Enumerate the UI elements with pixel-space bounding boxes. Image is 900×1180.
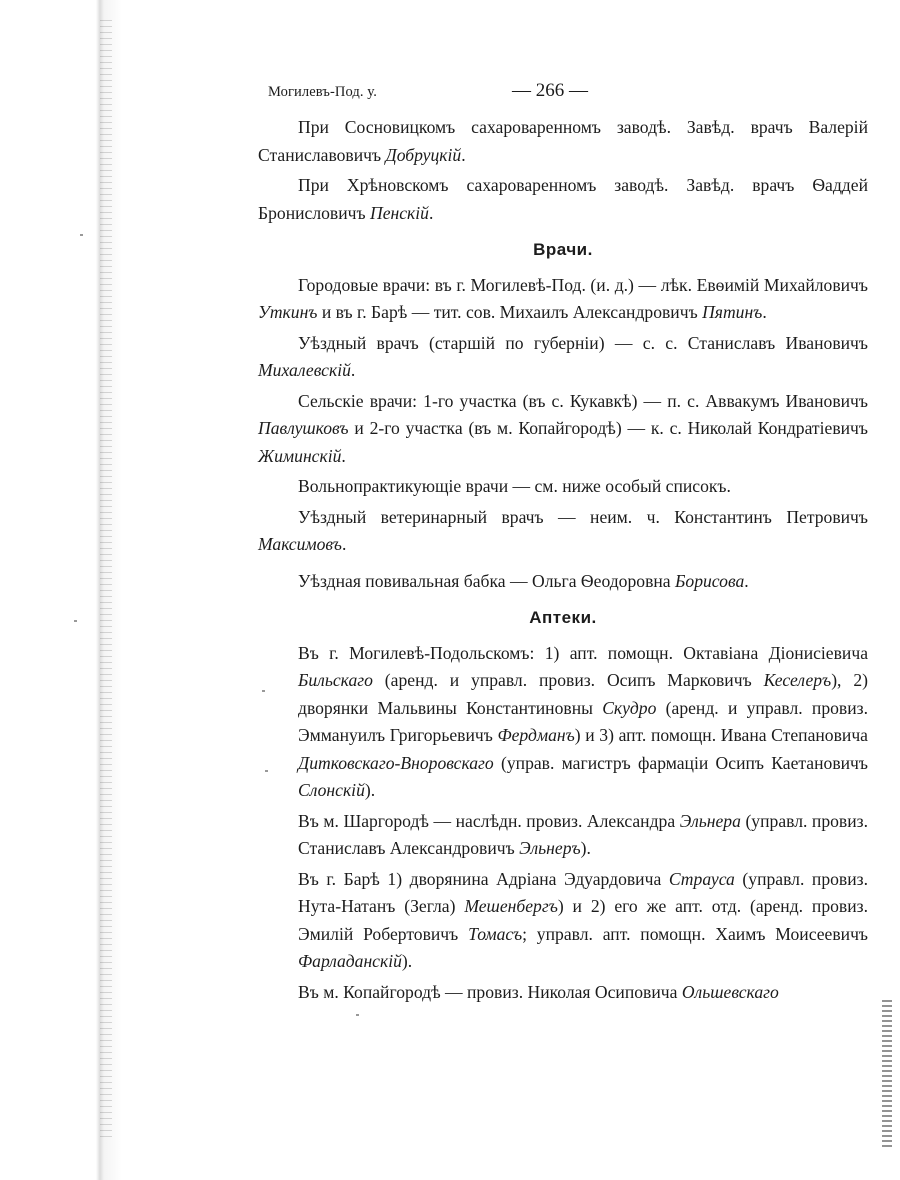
para-text: ). bbox=[401, 951, 413, 971]
pharmacy-entry-text bbox=[168, 979, 868, 1007]
intro-text: При Хрѣновскомъ сахароваренномъ заводѣ. Завѣд. врачъ Ѳаддей Бронисловичъ bbox=[258, 175, 868, 223]
running-head: Могилевъ-Под. у. bbox=[268, 84, 377, 100]
para-text: (аренд. и управл. провиз. Эммануилъ Григорьевичъ bbox=[298, 697, 868, 745]
para-text: (управл. провиз. Нута-Натанъ (Зегла) bbox=[298, 868, 868, 916]
doctors-paragraph bbox=[258, 473, 868, 501]
person-name: Эльнеръ bbox=[519, 838, 581, 858]
para-text: . bbox=[350, 360, 356, 380]
person-name: Эльнера bbox=[679, 810, 741, 831]
person-name: Слонскій bbox=[298, 780, 365, 800]
person-name: Томасъ bbox=[468, 923, 523, 944]
intro-text: . bbox=[461, 144, 466, 165]
para-text: (управ. магистръ фармаціи Осипъ Каетановичъ bbox=[493, 752, 868, 773]
pharmacy-entry-text bbox=[168, 866, 868, 976]
doctors-paragraph bbox=[258, 272, 868, 327]
pharmacy-lead: Въ м. Копайгородѣ — провиз. Николая Осиповича bbox=[298, 981, 682, 1002]
para-text: ). bbox=[364, 780, 376, 800]
doctors-paragraph bbox=[258, 504, 868, 559]
person-name: Пенскій bbox=[369, 202, 429, 223]
pharmacy-entry bbox=[258, 808, 868, 863]
person-name: Бильскаго bbox=[298, 670, 373, 690]
para-text: (управл. провиз. Станиславъ Александровичъ bbox=[298, 810, 868, 858]
para-text: ; управл. апт. помощн. Хаимъ Моисеевичъ bbox=[522, 923, 869, 944]
intro-text: . bbox=[428, 202, 434, 223]
intro-paragraph bbox=[258, 172, 868, 227]
pharmacy-entry-text bbox=[168, 808, 868, 863]
person-name: Страуса bbox=[668, 868, 735, 889]
person-name: Борисова bbox=[675, 570, 745, 591]
page-header bbox=[268, 80, 588, 104]
intro-paragraph bbox=[258, 114, 868, 169]
doctors-paragraph bbox=[258, 388, 868, 471]
person-name: Уткинъ bbox=[258, 302, 318, 322]
pharmacy-entry bbox=[258, 866, 868, 976]
pharmacy-entry-text bbox=[168, 640, 868, 805]
para-text: . bbox=[341, 534, 347, 554]
pharmacy-lead: Въ г. Барѣ 1) дворянина Адріана Эдуардовича bbox=[298, 868, 669, 889]
person-name: Добруцкій bbox=[385, 144, 462, 165]
intro-text: При Сосновицкомъ сахароваренномъ заводѣ. Завѣд. врачъ Валерій Станиславовичъ bbox=[258, 117, 868, 165]
doctors-paragraph bbox=[258, 330, 868, 385]
person-name: Фарладанскій bbox=[298, 951, 402, 971]
section-heading-pharmacies: Аптеки. bbox=[529, 608, 597, 627]
para-text: Вольнопрактикующіе врачи — см. ниже особый списокъ. bbox=[298, 476, 731, 496]
para-text: ) и 2) его же апт. отд. (аренд. провиз. Эмилій Робертовичъ bbox=[298, 896, 868, 944]
para-text: и 2-го участка (въ м. Копайгородѣ) — к. с. Николай Кондратіевичъ bbox=[348, 418, 868, 438]
para-text: ) и 3) апт. помощн. Ивана Степановича bbox=[574, 725, 868, 745]
person-name: Максимовъ bbox=[258, 534, 342, 554]
text-body bbox=[258, 114, 868, 1009]
right-edge-noise bbox=[882, 1000, 892, 1150]
pharmacy-entry bbox=[258, 640, 868, 805]
para-text: Уѣздный врачъ (старшій по губерніи) — с. с. Станиславъ Ивановичъ bbox=[298, 332, 868, 353]
person-name: Ольшевскаго bbox=[681, 981, 779, 1002]
para-text: . bbox=[762, 302, 767, 322]
binding-noise bbox=[100, 20, 112, 1140]
doctors-paragraph bbox=[258, 568, 868, 596]
para-text: и въ г. Барѣ — тит. сов. Михаилъ Александровичъ bbox=[317, 302, 703, 322]
para-text: Сельскіе врачи: 1-го участка (въ с. Кукавкѣ) — п. с. Аввакумъ Ивановичъ bbox=[298, 390, 868, 411]
para-text: Уѣздный ветеринарный врачъ — неим. ч. Константинъ Петровичъ bbox=[298, 506, 868, 527]
para-text: Городовые врачи: въ г. Могилевѣ-Под. (и. д.) — лѣк. Евѳимій Михайловичъ bbox=[298, 274, 868, 295]
pharmacy-lead: Въ м. Шаргородѣ — наслѣдн. провиз. Александра bbox=[298, 810, 680, 831]
para-text: ). bbox=[580, 838, 591, 858]
person-name: Павлушковъ bbox=[258, 418, 349, 438]
scan-speck bbox=[74, 620, 77, 622]
section-heading-doctors: Врачи. bbox=[533, 240, 593, 259]
person-name: Пятинъ bbox=[702, 302, 763, 322]
para-text: ), 2) дворянки Мальвины Константиновны bbox=[298, 670, 868, 718]
page-number: — 266 — bbox=[512, 80, 588, 101]
pharmacy-entry bbox=[258, 979, 868, 1007]
para-text: Уѣздная повивальная бабка — Ольга Ѳеодоровна bbox=[298, 570, 676, 591]
person-name: Скудро bbox=[602, 697, 657, 718]
scan-speck bbox=[356, 1014, 359, 1016]
person-name: Мешенбергъ bbox=[464, 896, 558, 916]
person-name: Жиминскій bbox=[258, 445, 342, 466]
para-text: . bbox=[341, 445, 346, 466]
para-text: . bbox=[744, 570, 749, 591]
person-name: Фердманъ bbox=[497, 725, 575, 745]
pharmacy-lead: Въ г. Могилевѣ-Подольскомъ: 1) апт. помощн. Октавіана Діонисіевича bbox=[298, 642, 868, 663]
person-name: Дитковскаго-Вноровскаго bbox=[298, 752, 494, 773]
person-name: Кеселеръ bbox=[763, 670, 832, 690]
person-name: Михалевскій bbox=[258, 360, 351, 380]
para-text: (аренд. и управл. провиз. Осипъ Марковичъ bbox=[372, 670, 764, 690]
scan-speck bbox=[80, 234, 83, 236]
